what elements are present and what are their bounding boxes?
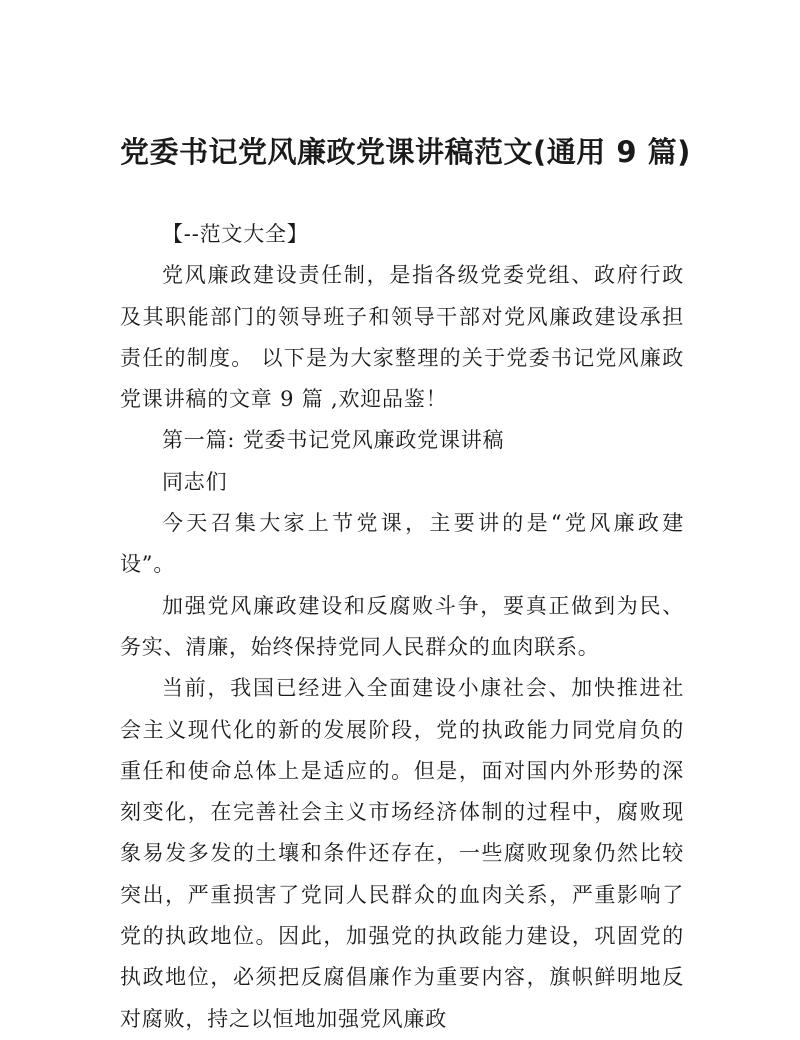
document-body xyxy=(120,214,684,1040)
document-title: 党委书记党风廉政党课讲稿范文(通用 9 篇) xyxy=(120,135,691,169)
paragraph-intro: 党风廉政建设责任制，是指各级党委党组、政府行政及其职能部门的领导班子和领导干部对党风廉政建设承担责任的制度。 以下是为大家整理的关于党委书记党风廉政党课讲稿的文章 9 篇 ,欢迎品鉴！ xyxy=(120,263,684,412)
paragraph-principle: 加强党风廉政建设和反腐败斗争，要真正做到为民、务实、清廉，始终保持党同人民群众的血肉联系。 xyxy=(120,593,684,659)
paragraph-salutation: 同志们 xyxy=(162,469,228,494)
paragraph-section-heading: 第一篇: 党委书记党风廉政党课讲稿 xyxy=(162,428,505,453)
paragraph-opening: 今天召集大家上节党课，主要讲的是“党风廉政建设”。 xyxy=(120,511,684,577)
paragraph-context: 当前，我国已经进入全面建设小康社会、加快推进社会主义现代化的新的发展阶段，党的执政能力同党肩负的重任和使命总体上是适应的。但是，面对国内外形势的深刻变化，在完善社会主义市场经济体制的过程中，腐败现象易发多发的土壤和条件还存在，一些腐败现象仍然比较突出，严重损害了党同人民群众的血肉关系，严重影响了党的执政地位。因此，加强党的执政能力建设，巩固党的执政地位，必须把反腐倡廉作为重要内容，旗帜鲜明地反对腐败，持之以恒地加强党风廉政 xyxy=(120,676,684,1031)
paragraph-category-tag: 【--范文大全】 xyxy=(162,222,309,246)
